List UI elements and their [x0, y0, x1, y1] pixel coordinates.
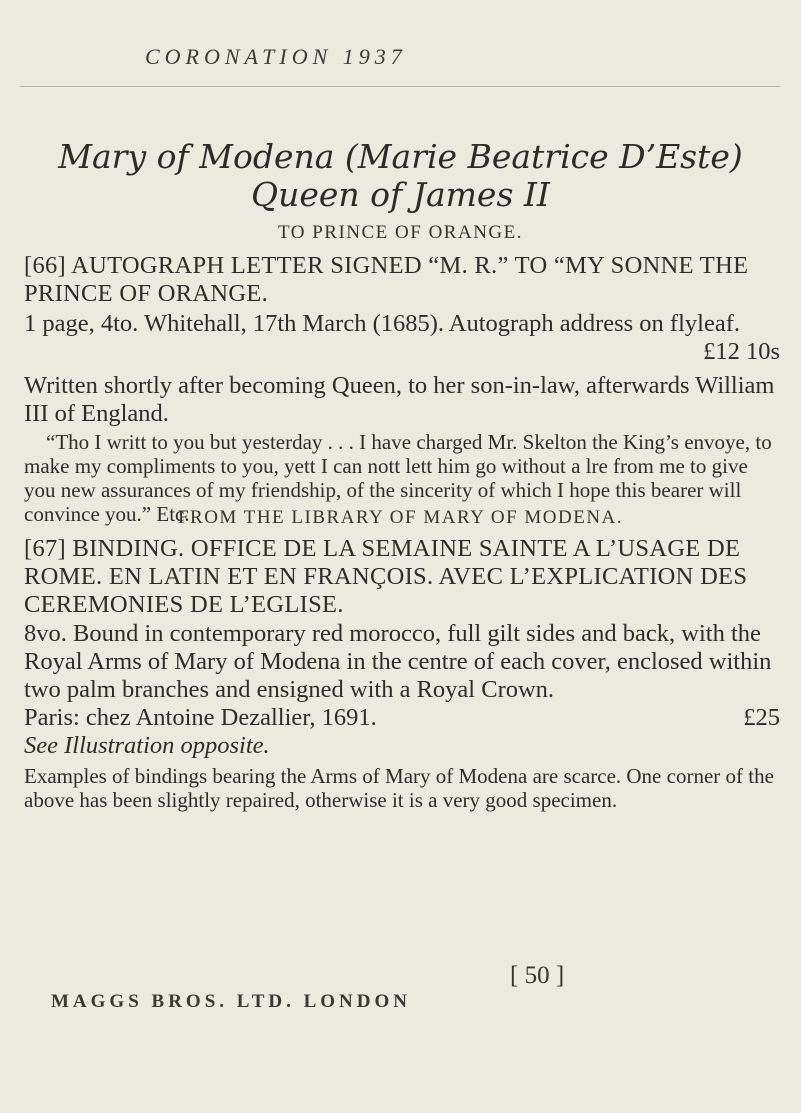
- lot-66-title: [66] AUTOGRAPH LETTER SIGNED “M. R.” TO “MY SONNE THE PRINCE OF ORANGE.: [24, 252, 749, 307]
- lot-67-imprint: Paris: chez Antoine Dezallier, 1691.: [24, 704, 377, 731]
- lot-66-body: [24, 310, 780, 526]
- section-heading-1: TO PRINCE OF ORANGE.: [277, 222, 523, 243]
- publisher-imprint: MAGGS BROS. LTD. LONDON: [51, 991, 411, 1012]
- lot-67-imprint-row: [24, 704, 780, 732]
- lot-67-description: 8vo. Bound in contemporary red morocco, full gilt sides and back, with the Royal Arms of Mary of Modena in the centre of each cover, enclosed within two palm branches and ensigned with a Royal Crown.: [24, 620, 772, 703]
- lot-67-price: £25: [743, 704, 780, 731]
- title-line-1: Mary of Modena (Marie Beatrice D’Este): [58, 137, 743, 176]
- lot-67-title: [67] BINDING. OFFICE DE LA SEMAINE SAINTE A L’USAGE DE ROME. EN LATIN ET EN FRANÇOIS. AVEC L’EXPLICATION DES CEREMONIES DE L’EGLISE.: [24, 535, 748, 618]
- section-heading-2: FROM THE LIBRARY OF MARY OF MODENA.: [177, 507, 624, 528]
- lot-67-see-note: See Illustration opposite.: [24, 732, 270, 759]
- lot-67-note: Examples of bindings bearing the Arms of Mary of Modena are scarce. One corner of the above has been slightly repaired, otherwise it is a very good specimen.: [24, 764, 774, 812]
- lot-66-note: Written shortly after becoming Queen, to her son-in-law, afterwards William III of England.: [24, 372, 775, 427]
- lot-66-description: 1 page, 4to. Whitehall, 17th March (1685). Autograph address on flyleaf.: [24, 310, 740, 337]
- title-line-2: Queen of James II: [251, 175, 550, 214]
- lot-66-quote: “Tho I writt to you but yesterday . . . I have charged Mr. Skelton the King’s envoye, to make my compliments to you, yett I can nott lett him go without a lre from me to give you new assurances of my friendship, of the sincerity of which I hope this bearer will convince you.” Etc.: [24, 430, 772, 526]
- lot-67-body: [24, 620, 780, 812]
- title-block: [0, 138, 801, 214]
- lot-66-price: £12 10s: [703, 338, 780, 365]
- header-rule: [20, 86, 780, 87]
- page-number: [ 50 ]: [510, 962, 565, 989]
- running-head: CORONATION 1937: [145, 44, 407, 69]
